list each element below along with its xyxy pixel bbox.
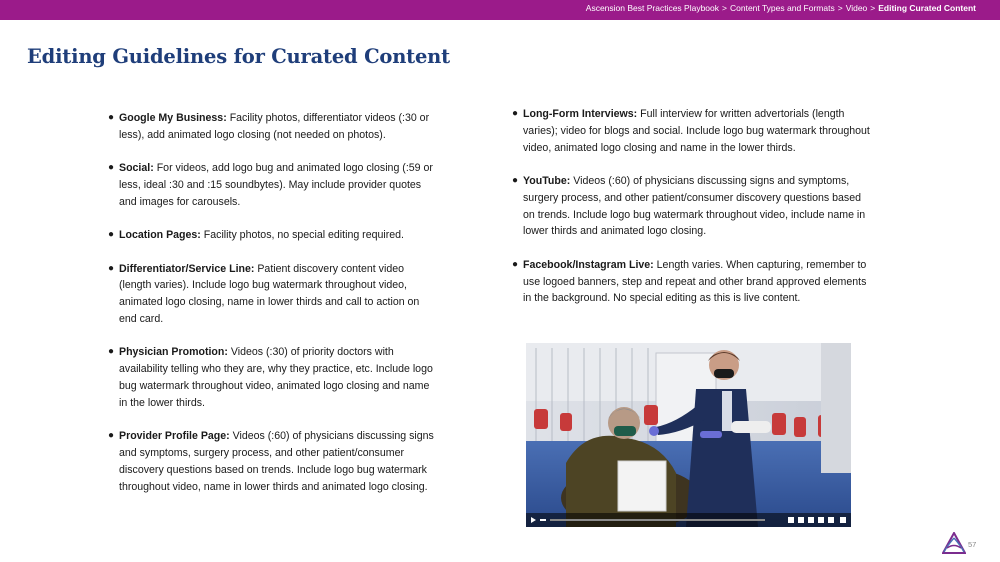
item-label: Google My Business: <box>119 112 227 124</box>
breadcrumb-current: Editing Curated Content <box>878 3 976 13</box>
bullet-icon: ● <box>512 174 519 186</box>
list-item <box>108 110 438 144</box>
vaccination-photo-illustration <box>526 343 851 527</box>
breadcrumb-item[interactable]: Ascension Best Practices Playbook <box>585 3 720 13</box>
breadcrumb-item[interactable]: Video <box>845 3 868 13</box>
bullet-icon: ● <box>108 346 115 358</box>
item-label: Provider Profile Page: <box>119 430 230 443</box>
breadcrumb-separator: > <box>722 3 727 13</box>
right-guidelines-list <box>512 106 872 324</box>
item-label: Long-Form Interviews: <box>523 108 638 120</box>
bullet-icon: ● <box>512 258 519 270</box>
item-text: For videos, add logo bug and animated logo closing (:59 or less, ideal :30 and :15 soundbytes). May include provider quotes and images for carousels. <box>119 162 433 208</box>
list-item <box>512 173 872 240</box>
breadcrumb-separator: > <box>837 3 843 13</box>
item-text: Videos (:60) of physicians discussing signs and symptoms, surgery process, and other patient/consumer discovery questions based on trends. Include logo bug watermark throughout video, name in lower thirds and animated logo closing. <box>119 430 434 493</box>
item-label: Physician Promotion: <box>119 346 228 359</box>
item-label: Facebook/Instagram Live: <box>523 258 654 271</box>
list-item <box>512 257 872 307</box>
ascension-logo-icon <box>942 532 966 554</box>
video-thumbnail[interactable] <box>526 343 851 527</box>
list-item <box>108 227 438 244</box>
item-text: Videos (:60) of physicians discussing signs and symptoms, surgery process, and other patient/consumer discovery questions based on trends. Include logo bug watermark throughout video, include name in lower thirds and animated logo closing. <box>523 174 866 238</box>
bullet-icon: ● <box>108 162 115 174</box>
item-text: Facility photos, differentiator videos (:30 or less), add animated logo closing (not needed on photos). <box>119 112 430 141</box>
item-text: Patient discovery content video (length varies). Include logo bug watermark throughout video, animated logo closing, name in lower thirds and call to action on end card. <box>119 262 420 325</box>
breadcrumb <box>586 3 976 13</box>
item-label: Location Pages: <box>119 229 201 242</box>
bullet-icon: ● <box>108 229 115 241</box>
item-text: Length varies. When capturing, remember to use logoed banners, step and repeat and other brand approved elements in the background. No special editing as this is live content. <box>523 258 867 305</box>
item-label: YouTube: <box>523 174 571 187</box>
bullet-icon: ● <box>108 430 115 442</box>
breadcrumb-item[interactable]: Content Types and Formats <box>729 3 835 13</box>
item-text: Full interview for written advertorials (length varies); video for blogs and social. Include logo bug watermark throughout video, animated logo closing and name in the lower thirds. <box>523 108 870 154</box>
top-header-bar <box>0 0 1000 20</box>
list-item <box>108 428 438 495</box>
bullet-icon: ● <box>108 262 115 274</box>
item-label: Differentiator/Service Line: <box>119 262 255 275</box>
item-text: Videos (:30) of priority doctors with availability telling who they are, why they practice, etc. Include logo bug watermark throughout video, animated logo closing and name in the lower thirds. <box>119 346 433 409</box>
list-item <box>108 261 438 328</box>
bullet-icon: ● <box>108 112 115 123</box>
item-text: Facility photos, no special editing required. <box>203 229 404 242</box>
item-label: Social: <box>119 162 154 175</box>
list-item <box>512 106 872 156</box>
list-item <box>108 344 438 411</box>
breadcrumb-separator: > <box>870 3 876 13</box>
list-item <box>108 160 438 210</box>
page-title: Editing Guidelines for Curated Content <box>27 45 450 68</box>
left-guidelines-list <box>108 110 438 512</box>
page-number: 57 <box>968 540 977 549</box>
bullet-icon: ● <box>512 108 519 119</box>
